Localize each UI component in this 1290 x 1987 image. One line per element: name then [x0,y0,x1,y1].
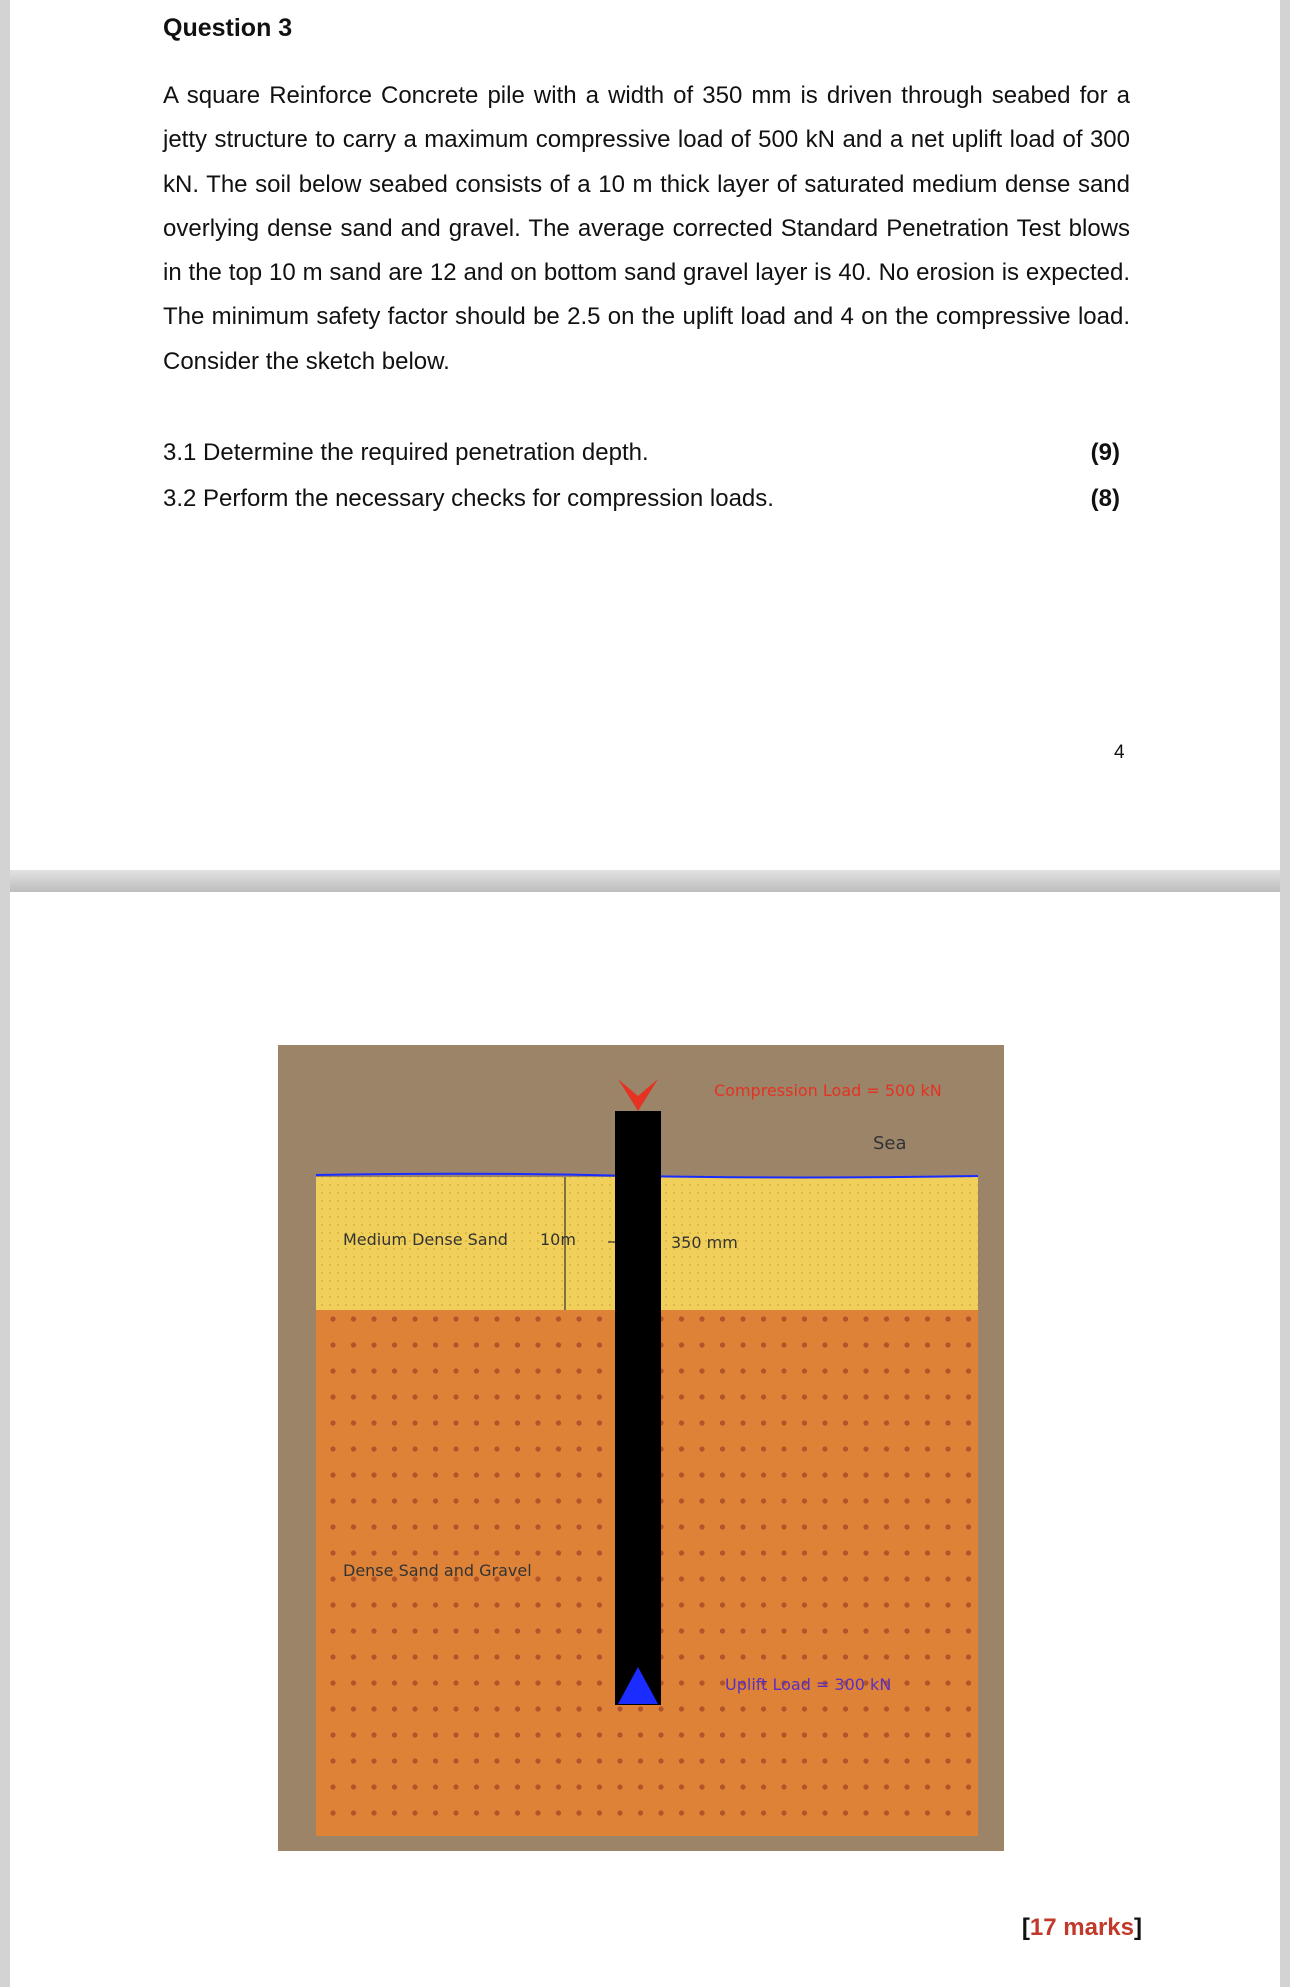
pile-diagram [278,1045,1004,1851]
dense-sand-gravel-label: Dense Sand and Gravel [343,1561,532,1580]
pile-width-label: 350 mm [671,1233,738,1252]
subquestion-3-2 [163,485,1130,517]
page-2 [10,892,1280,1987]
subquestion-3-1-text: 3.1 Determine the required penetration depth. [163,439,649,466]
question-intro: A square Reinforce Concrete pile with a width of 350 mm is driven through seabed for a jetty structure to carry a maximum compressive load of 500 kN and a net uplift load of 300 kN. The soil below seabed consists of a 10 m thick layer of saturated medium dense sand overlying dense sand and gravel. The average corrected Standard Penetration Test blows in the top 10 m sand are 12 and on bottom sand gravel layer is 40. No erosion is expected. The minimum safety factor should be 2.5 on the uplift load and 4 on the compressive load. Consider the sketch below. [163,82,1130,375]
medium-dense-sand-label: Medium Dense Sand [343,1230,508,1249]
subquestion-3-2-marks: (8) [1090,485,1120,512]
total-marks-close-bracket: ] [1134,1914,1142,1941]
concrete-pile [615,1111,661,1705]
uplift-load-label: Uplift Load = 300 kN [725,1675,892,1694]
total-marks-open-bracket: [ [1021,1914,1030,1941]
total-marks [1022,1914,1142,1942]
subquestion-3-2-text: 3.2 Perform the necessary checks for compression loads. [163,485,774,512]
page-gap [10,870,1280,892]
compression-load-label: Compression Load = 500 kN [714,1081,942,1100]
total-marks-value: 17 marks [1029,1914,1134,1941]
layer-thickness-label: 10m [540,1230,576,1249]
sea-label: Sea [873,1133,907,1154]
subquestion-3-1-marks: (9) [1090,439,1120,466]
question-title: Question 3 [163,14,293,42]
page-number: 4 [1114,742,1125,763]
subquestion-3-1 [163,439,1130,471]
page-1 [10,0,1280,870]
